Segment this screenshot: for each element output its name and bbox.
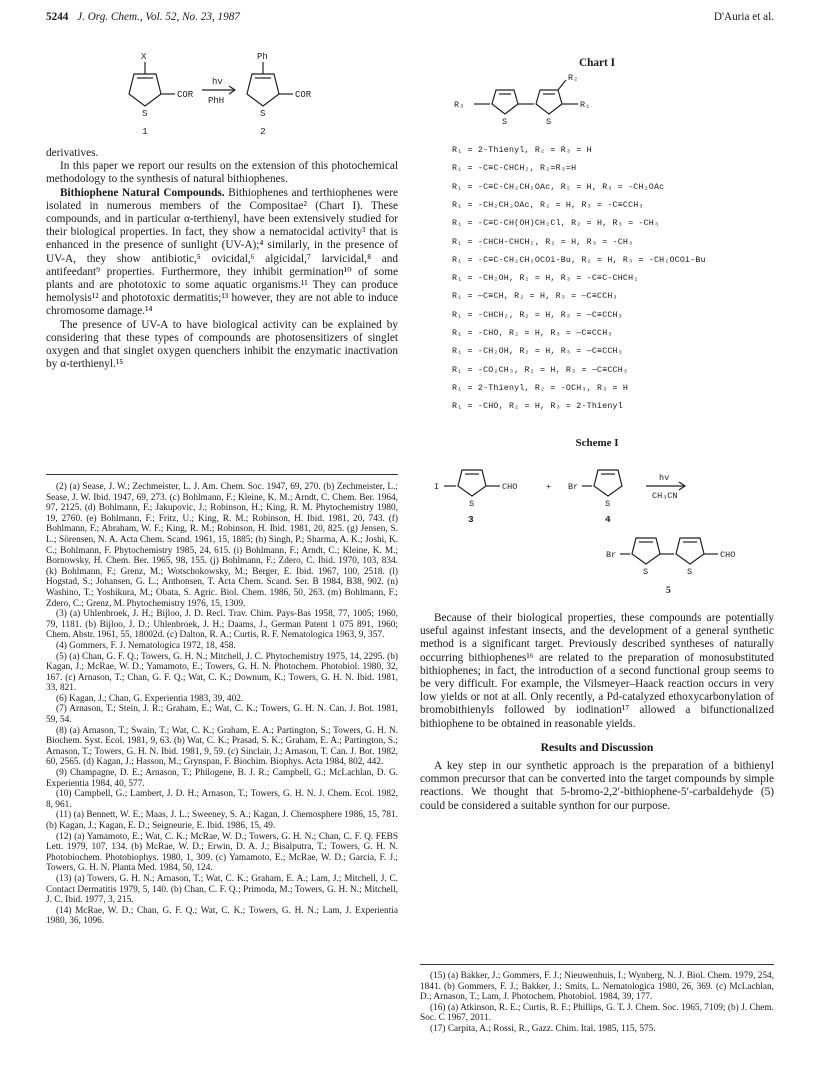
footnote: (11) (a) Bennett, W. E.; Maas, J. L.; Sweeney, S. A.; Kagan, J. Chemosphere 1986, 15, 781. (b) Kagan, J.; Kagan, E. D.; Seigneurie, E. Ibid. 1986, 15, 49. bbox=[46, 810, 398, 831]
footnote: (16) (a) Atkinson, R. E.; Curtis, R. F.; Phillips, G. T. J. Chem. Soc. 1965, 7109; (b) J. Chem. Soc. C 1967, 2011. bbox=[420, 1002, 774, 1024]
bithiophene-structure bbox=[452, 72, 632, 128]
compound-label-2: 2 bbox=[260, 126, 266, 136]
reagent-ch3cn: CH₃CN bbox=[652, 491, 678, 501]
compound-label-1: 1 bbox=[142, 126, 148, 136]
footnote: (13) (a) Towers, G. H. N.; Arnason, T.; Wat, C. K.; Graham, E. A.; Lam, J.; Mitchell, J. C. Contact Dermatitis 1979, 5, 140. (b) Chan, C. F. Q.; Primoda, M.; Towers, G. H. N.; Mitchell, J. C. Ibid. 1977, 3, 215. bbox=[46, 873, 398, 906]
footnote: (4) Gommers, F. J. Nematologica 1972, 18, 458. bbox=[56, 640, 236, 651]
chart-row: R₁ = -CHO, R₂ = H, R₃ = 2-Thienyl bbox=[452, 402, 623, 412]
iodo-atom: I bbox=[434, 482, 440, 492]
paragraph-intro: In this paper we report our results on the extension of this photochemical methodology to the synthesis of natural bithiophenes. bbox=[46, 160, 398, 186]
substituent-x: X bbox=[141, 52, 147, 62]
paragraph-biological: Because of their biological properties, these compounds are potentially useful against infestant insects, and the development of a general synthetic method is a significant target. Previously described syntheses of naturally occurring bithiophenes¹⁶ are related to the preparation of monosubstituted bithiophenes; in fact, the introduction of a second functional group seems to be very difficult. For example, the Vilsmeyer–Haack reaction occurs in very low yields or not at all. Only recently, a Pd-catalyzed ethoxycarbonylation of bromobithienyls followed by iodination¹⁷ allowed a bifunctionalized bithiophene to be obtained in reasonable yields. bbox=[420, 612, 774, 730]
footnote: (6) Kagan, J.; Chan, G. Experientia 1983, 39, 402. bbox=[56, 693, 244, 704]
ring-s-4-label: S bbox=[605, 499, 611, 509]
chart-row: R₁ = -C≡C-CHCH₂, R₂=R₃=H bbox=[452, 164, 577, 174]
section-head-bithiophene: Bithiophene Natural Compounds. bbox=[60, 186, 225, 199]
chart-row: R₁ = -CO₂CH₃, R₂ = H, R₃ = —C≡CCH₃ bbox=[452, 365, 629, 375]
chart-row: R₁ = -CH₂OH, R₂ = H, R₃ = —C≡CCH₃ bbox=[452, 347, 623, 357]
chart-row: R₁ = -CHO, R₂ = H, R₃ = —C≡CCH₃ bbox=[452, 329, 613, 338]
right-column-body bbox=[420, 612, 774, 813]
chart-row: R₁ = -CH₂CH₂OAc, R₂ = H, R₃ = -C≡CCH₃ bbox=[452, 200, 644, 210]
reagent-hv-2: hv bbox=[659, 473, 670, 483]
paragraph-uva: The presence of UV-A to have biological activity can be explained by considering that these types of compounds are photosensitizers of singlet oxygen and that singlet oxygen quenchers inhibit the enzymatic inactivation by α-terthienyl.¹⁵ bbox=[46, 318, 398, 371]
footnote: (17) Carpita, A.; Rossi, R., Gazz. Chim. Ital. 1985, 115, 575. bbox=[430, 1023, 656, 1034]
bromo-atom-4: Br bbox=[568, 482, 579, 492]
chart-row: R₁ = 2-Thienyl, R₂ = R₃ = H bbox=[452, 146, 592, 155]
footnote: (7) Arnason, T.; Stein, J. R.; Graham, E.; Wat, C. K.; Towers, G. H. N. Can. J. Bot. 1981, 59, 54. bbox=[46, 704, 398, 726]
section-title-results: Results and Discussion bbox=[540, 740, 654, 754]
ring-s-b: S bbox=[546, 117, 552, 127]
substituent-ph: Ph bbox=[257, 52, 268, 62]
reagent-phh: PhH bbox=[208, 96, 225, 106]
ring-s-1: S bbox=[142, 109, 148, 119]
compound-label-3: 3 bbox=[468, 514, 474, 525]
paragraph-derivatives: derivatives. bbox=[46, 147, 99, 159]
scheme-one-diagram bbox=[430, 450, 780, 580]
page-number: 5244 bbox=[46, 11, 69, 23]
label-r1: R₁ bbox=[580, 100, 591, 110]
footnote: (3) (a) Uhlenbroek, J. H.; Bijloo, J. D. Recl. Trav. Chim. Pays-Bas 1958, 77, 1005; 1960, 79, 1181. (b) Bijloo, J. D.; Uhlenbroek, J. H.; Daams, J., German Patent 1 075 891, 1960; Chem. Abstr. 1961, 55, 18002d. (c) Dalton, R. A.; Curtis, R. F. Nematologica 1963, 9, 357. bbox=[46, 609, 398, 641]
plus-sign: + bbox=[546, 482, 552, 492]
label-r2: R₂ bbox=[568, 73, 579, 83]
ring-s-5b-label: S bbox=[687, 567, 693, 577]
chart-row: R₁ = -CH₂OH, R₂ = H, R₃ = -C≡C-CHCH₂ bbox=[452, 274, 639, 284]
scheme-photoarylation bbox=[112, 44, 362, 136]
footnote-divider-right bbox=[420, 964, 774, 965]
left-column-body bbox=[46, 147, 398, 371]
chart-row: R₁ = -CHCH-CHCH₂, R₂ = H, R₃ = -CH₃ bbox=[452, 237, 634, 247]
footnotes-right bbox=[420, 971, 774, 1035]
bromo-atom-5: Br bbox=[606, 550, 617, 560]
chart-title: Chart I bbox=[578, 57, 616, 69]
paragraph-natural-compounds: Bithiophene Natural Compounds. Bithiophenes and terthiophenes were isolated in numerous members of the Compositae² (Chart I). These compounds, and in particular α-terthienyl, have been extensively studied for their biological properties. In fact, they show a nematocidal activity³ that is enhanced in the presence of sunlight (UV-A);⁴ similarly, in the presence of UV-A, they show antibiotic,⁵ ovicidal,⁶ algicidal,⁷ larvicidal,⁸ and antifeedant⁹ properties. Furthermore, they inhibit germination¹⁰ of some plants and are phototoxic to some aquatic organisms.¹¹ They can produce hemolysis¹² and phototoxic dermatitis;¹³ however, they are not able to induce chromosome damage.¹⁴ bbox=[46, 186, 398, 318]
cor-2: COR bbox=[295, 90, 312, 100]
journal-citation: J. Org. Chem., Vol. 52, No. 23, 1987 bbox=[77, 11, 240, 23]
reagent-hv: hv bbox=[212, 77, 223, 87]
ring-s-a: S bbox=[502, 117, 508, 127]
footnote: (5) (a) Chan, G. F. Q.; Towers, G. H. N.; Mitchell, J. C. Phytochemistry 1975, 14, 2295. (b) Kagan, J.; McRae, W. D.; Yamamoto, E.; Towers, G. H. N. Photochem. Photobiol. 1980, 32, 167. (c) Arnason, T.; Chan, G. F. Q.; Wat, C. K.; Downum, K.; Towers, G. H. N. Ibid. 1981, 33, 821. bbox=[46, 651, 398, 694]
cho-5: CHO bbox=[720, 550, 736, 560]
chart-row: R₁ = -C≡C-CH(OH)CH₂Cl, R₂ = H, R₃ = -CH₃ bbox=[452, 219, 660, 229]
ring-s-2: S bbox=[260, 109, 266, 119]
footnote: (8) (a) Arnason, T.; Swain, T.; Wat, C. K.; Graham, E. A.; Partington, S.; Towers, G. H. N. Biochem. Syst. Ecol. 1981, 9, 63. (b) Wat, C. K.; Prasad, S. K.; Graham, E. A.; Partington, S.; Arnason, T.; Towers, G. H. N. Ibid. 1981, 9, 59. (c) Sinclair, J.; Arnason, T. Can. J. Bot. 1982, 60, 2565. (d) Kagan, J.; Hasson, M.; Grynspan, F. Biochim. Biophys. Acta 1984, 802, 442. bbox=[46, 725, 398, 768]
scheme-title: Scheme I bbox=[575, 437, 619, 449]
ring-s-5a-label: S bbox=[643, 567, 649, 577]
compound-label-5-text: 5 bbox=[666, 586, 671, 596]
ring-s-3-label: S bbox=[469, 499, 475, 509]
author-header: D'Auria et al. bbox=[713, 11, 774, 23]
cor-1: COR bbox=[177, 90, 194, 100]
footnotes-left bbox=[46, 482, 398, 927]
chart-row: R₁ = -CHCH₂, R₂ = H, R₃ = —C≡CCH₃ bbox=[452, 310, 623, 320]
footnote: (12) (a) Yamamoto, E.; Wat, C. K.; McRae, W. D.; Towers, G. H. N.; Chan, C. F. Q. FEBS Lett. 1979, 107, 134. (b) McRae, W. D.; Erwin, D. A. J.; Bisalputra, T.; Towers, G. H. N. Photobiochem. Photobiophys. 1980, 1, 309. (c) Yamamoto, E.; McRae, W. D.; Garcia, F. J.; Towers, G. H. N. Planta Med. 1984, 50, 124. bbox=[46, 831, 398, 874]
chart-row: R₁ = -C≡C-CH₂CH₂OAc, R₂ = H, R₃ = -CH₂OAc bbox=[452, 182, 665, 192]
chart-row: R₁ = 2-Thienyl, R₂ = -OCH₃, R₃ = H bbox=[452, 383, 629, 393]
footnote: (10) Campbell, G.; Lambert, J. D. H.; Arnason, T.; Towers, G. H. N. J. Chem. Ecol. 1982, 8, 961. bbox=[46, 789, 398, 810]
footnote: (14) McRae, W. D.; Chan, G. F. Q.; Wat, C. K.; Towers, G. H. N.; Lam, J. Experientia 1980, 36, 1096. bbox=[46, 905, 398, 927]
chart-row: R₁ = -C≡C-CH₂CH₂OCOi-Bu, R₂ = H, R₃ = -CH₂OCOi-Bu bbox=[452, 255, 706, 265]
footnote: (9) Champagne, D. E.; Arnason, T.; Philogene, B. J. R.; Campbell, G.; McLachlan, D. G. Experientia 1984, 40, 577. bbox=[46, 768, 398, 789]
footnote: (15) (a) Bakker, J.; Gommers, F. J.; Nieuwenhuis, I.; Wynberg, N. J. Biol. Chem. 1979, 254, 1841. (b) Gommers, F. J.; Bakker, J.; Smits, L. Nematologica 1980, 26, 369. (c) McLachlan, D.; Arnason, T.; Lam, J. Photochem. Photobiol. 1984, 39, 177. bbox=[420, 971, 774, 1003]
compound-label-4: 4 bbox=[605, 514, 611, 525]
footnote-divider-left bbox=[46, 474, 398, 475]
chart-row: R₁ = —C≡CH, R₂ = H, R₃ = —C≡CCH₃ bbox=[452, 292, 618, 302]
footnote: (2) (a) Sease, J. W.; Zechmeister, L. J. Am. Chem. Soc. 1947, 69, 270. (b) Zechmeister, L.; Sease, J. W. Ibid. 1947, 69, 273. (c) Bohlmann, F.; Kleine, K. M.; Arndt, C. Chem. Ber. 1964, 97, 2125. (d) Bohlmann, F.; Jakupovic, J.; Robinson, H.; King, R. M. Phytochemistry 1980, 19, 2760. (e) Bohlmann, F.; Fritz, U.; King, R. M.; Robinson, H. Ibid. 1981, 20, 743. (f) Bohlmann, F.; Abraham, W. F.; King, R. M.; Robinson, H. Ibid. 1981, 20, 825. (g) Jensen, S. L.; Sörensen, N. A. Acta Chem. Scand. 1961, 15, 1885; (h) Singh, P.; Sharma, A. K.; Joshi, K. C.; Bohlmann, F. Phytochemistry 1985, 24, 615. (i) Bohlmann, F.; Arndt, C.; Kleine, K. M.; Bornowsky, H. Chem. Ber. 1965, 98, 155. (j) Bohlmann, F.; Zdero, C. Ibid. 1970, 103, 834. (k) Bohlmann, F.; Grenz, M.; Wotschokowsky, M.; Berger, E. Ibid. 1967, 100, 2518. (l) Hogstad, S.; Johansen, G. L.; Anthonsen, T. Acta Chem. Scand. Ser. B 1984, B38, 902. (n) Washino, T.; Yoshikura, M.; Obata, S. Agric. Biol. Chem. 1986, 50, 263. (m) Bohlmann, F.; Zdero, C.; Grenz, M. Phytochemistry 1976, 15, 1309. bbox=[46, 482, 398, 609]
paragraph-key-step: A key step in our synthetic approach is the preparation of a bithienyl common precursor that can be converted into the target compounds by simple reactions. We thought that 5-bromo-2,2′-bithiophene-5′-carbaldehyde (5) could be considered a suitable synthon for our purpose. bbox=[420, 760, 774, 812]
running-header bbox=[46, 11, 240, 23]
cho-3: CHO bbox=[502, 482, 518, 492]
label-r3: R₃ bbox=[454, 100, 465, 110]
